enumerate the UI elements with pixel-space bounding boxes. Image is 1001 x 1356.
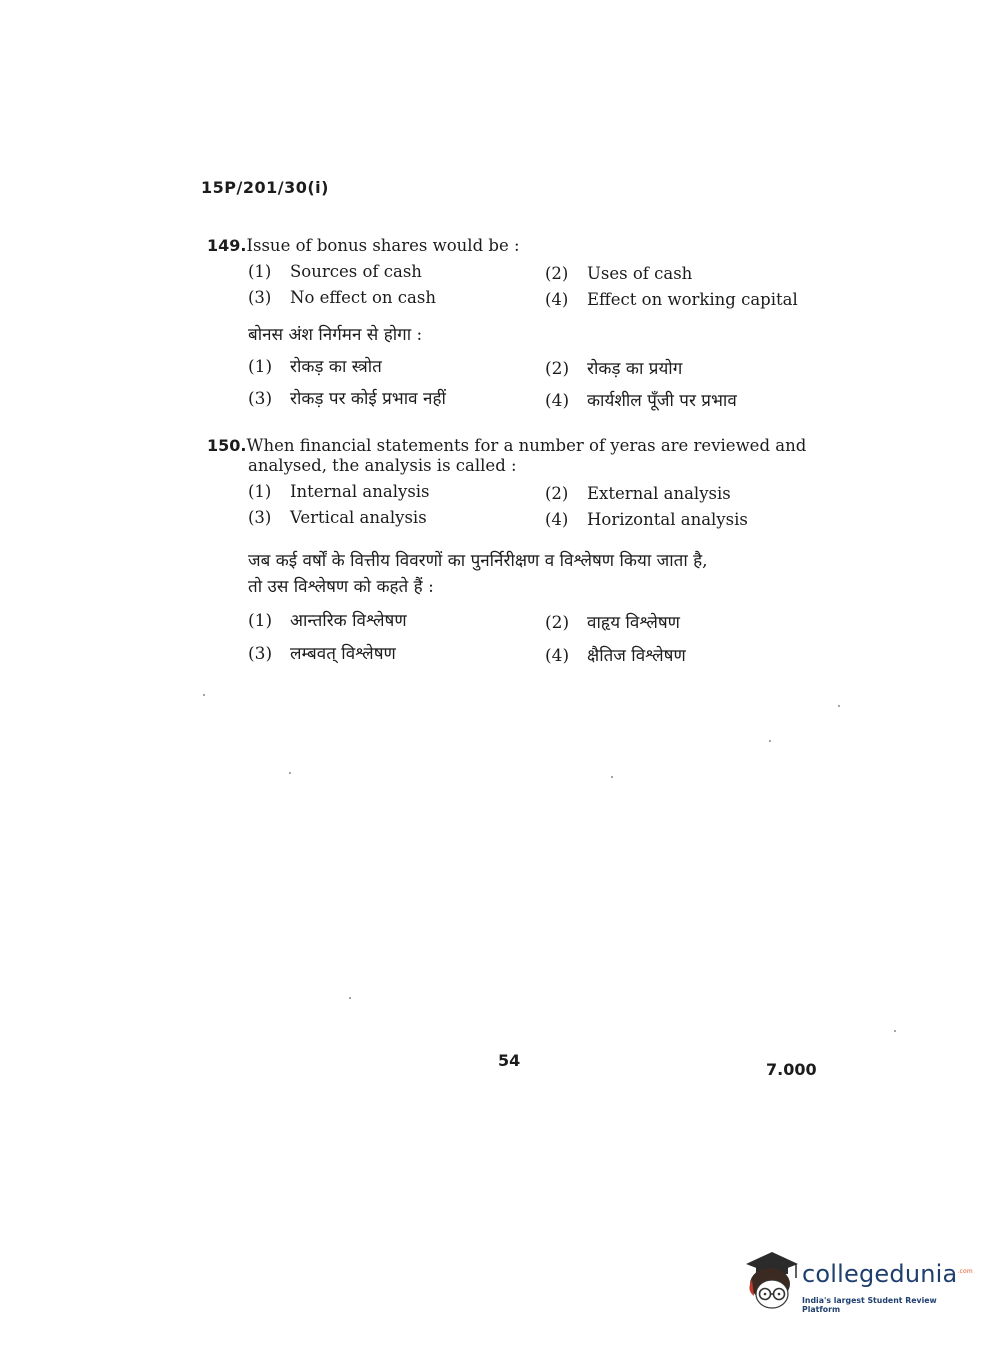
option-2-en: (2) External analysis <box>545 484 731 503</box>
question-stem-hi-line2: तो उस विश्लेषण को कहते हैं : <box>248 577 434 597</box>
option-4-en: (4) Effect on working capital <box>545 290 798 309</box>
scan-speck <box>769 740 771 742</box>
option-1-hi: (1) रोकड़ का स्त्रोत <box>248 357 382 377</box>
question-text: When financial statements for a number of yeras are reviewed and <box>246 436 807 455</box>
option-2-hi: (2) रोकड़ का प्रयोग <box>545 359 683 379</box>
option-2-en: (2) Uses of cash <box>545 264 693 283</box>
option-4-hi: (4) कार्यशील पूँजी पर प्रभाव <box>545 391 737 411</box>
question-stem-en <box>207 236 520 255</box>
question-number: 149. <box>207 236 247 255</box>
question-stem-en-line1 <box>207 436 806 455</box>
scan-speck <box>289 772 291 774</box>
footer-code: 7.000 <box>766 1060 817 1079</box>
logo-wordmark: collegedunia$^{.com}$ <box>802 1260 973 1288</box>
question-stem-en-line2: analysed, the analysis is called : <box>248 456 517 475</box>
option-3-en: (3) Vertical analysis <box>248 508 427 527</box>
option-4-en: (4) Horizontal analysis <box>545 510 748 529</box>
paper-code: 15P/201/30(i) <box>201 178 329 197</box>
option-1-en: (1) Sources of cash <box>248 262 422 281</box>
question-stem-hi: बोनस अंश निर्गमन से होगा : <box>248 325 423 345</box>
scan-speck <box>349 997 351 999</box>
scan-speck <box>838 705 840 707</box>
option-3-hi: (3) लम्बवत् विश्लेषण <box>248 644 396 664</box>
option-1-en: (1) Internal analysis <box>248 482 430 501</box>
collegedunia-logo <box>742 1250 972 1320</box>
scan-speck <box>894 1030 896 1032</box>
question-stem-hi-line1: जब कई वर्षों के वित्तीय विवरणों का पुनर्निरीक्षण व विश्लेषण किया जाता है, <box>248 551 708 571</box>
option-4-hi: (4) क्षैतिज विश्लेषण <box>545 646 686 666</box>
option-3-en: (3) No effect on cash <box>248 288 436 307</box>
question-number: 150. <box>207 436 247 455</box>
option-2-hi: (2) वाहृय विश्लेषण <box>545 613 680 633</box>
scan-speck <box>203 694 205 696</box>
option-3-hi: (3) रोकड़ पर कोई प्रभाव नहीं <box>248 389 446 409</box>
option-1-hi: (1) आन्तरिक विश्लेषण <box>248 611 407 631</box>
question-text: Issue of bonus shares would be : <box>246 236 520 255</box>
logo-tagline: India's largest Student Review Platform <box>802 1296 937 1314</box>
page-number: 54 <box>498 1051 521 1070</box>
mascot-icon <box>742 1250 800 1314</box>
scan-speck <box>611 776 613 778</box>
